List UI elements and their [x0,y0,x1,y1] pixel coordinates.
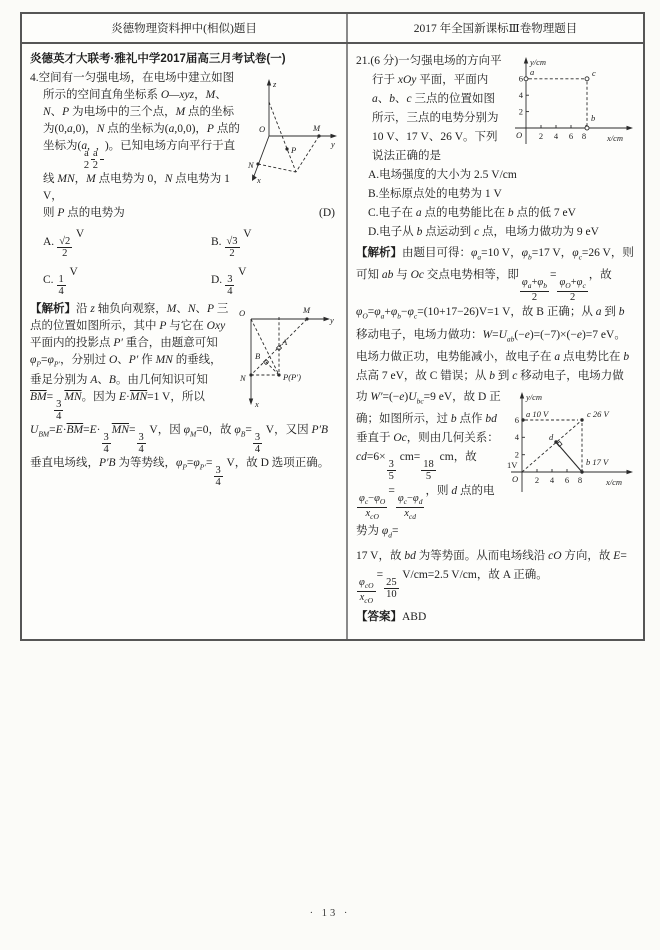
ytick-6: 6 [514,414,519,425]
axis-label-x-cm: x/cm [607,133,624,143]
option-c [43,264,211,297]
origin-label: O [239,308,246,318]
header-2017-exam-questions: 2017 年全国新课标Ⅲ卷物理题目 [413,23,578,35]
xtick-4: 4 [553,131,559,141]
option-d [211,264,339,297]
point-label-m: M [313,123,321,133]
option-c-label: C. [43,274,54,286]
answer-value: ABD [402,610,427,623]
ytick-4: 4 [514,432,519,443]
answer-line [356,608,636,627]
point-label-n: N [248,160,254,170]
ytick-6: 6 [518,73,523,84]
exam-title: 炎德英才大联考·雅礼中学2017届高三月考试卷(一) [30,53,286,65]
option-a-value: $\frac{√2}{2}$ V [59,228,85,259]
axis-label-y-cm: y/cm [526,391,543,402]
option-d-label: D. [211,274,223,286]
xtick-2: 2 [534,474,540,485]
option-b: B.坐标原点处的电势为 1 V [368,188,502,200]
question-21-analysis-part2 [356,388,636,545]
xtick-8: 8 [577,474,583,485]
right-column [348,44,643,639]
point-label-p-prime: P(P′) [283,372,301,382]
axis-label-z: z [273,79,277,89]
axis-label-y: y [331,139,335,149]
figure-projection-view [237,303,339,409]
point-label-b: B [255,351,261,361]
question-4-answer-mark: (D) [319,207,335,219]
point-label-a: a [530,67,535,77]
option-c: C.电子在 a 点的电势能比在 b 点的低 7 eV [368,207,576,219]
option-b-label: B. [211,236,222,248]
table-header-row [22,14,643,44]
axis-label-x: x [257,175,261,184]
option-a-label: A. [43,236,55,248]
ytick-4: 4 [518,90,523,100]
point-label-a-10v: a 10 V [526,408,549,419]
point-label-p: P [291,145,297,155]
question-21-analysis-part3 [356,547,636,606]
figure-abc-points-graph [510,54,636,150]
xtick-4: 4 [549,474,555,485]
axis-label-y-cm: y/cm [530,57,547,67]
origin-label: O [512,473,519,484]
xtick-6: 6 [568,131,574,141]
question-4-options [43,226,339,297]
point-label-n: N [240,373,246,383]
axis-label-x: x [255,399,259,409]
option-a [43,226,211,259]
point-label-c: c [592,68,596,78]
option-c-value: $\frac{1}{4}$ V [58,266,78,297]
ytick-2: 2 [514,449,519,460]
ytick-2: 2 [518,106,523,117]
header-similar-questions: 炎德物理资料押中(相似)题目 [22,14,348,42]
analysis-label: 【解析】 [356,247,402,259]
point-label-b: b [591,113,596,123]
question-4-stem-line [30,205,339,222]
point-label-c-26v: c 26 V [587,408,609,419]
analysis-part3-text: 17 V，故 bd 为等势面。从而电场线沿 cO 方向，故 E= $\frac{\varphi_{cO}}{x_{cO}}$ = $\frac{25}{10}$ V/cm=2.5 V/cm，故 A 正确。 [356,549,627,605]
axis-label-x-cm: x/cm [606,476,623,487]
analysis-part2-text: 功 $W'=(-e)U_{bc}=9$ eV，故 D 正确；如图所示，过 b 点作 bd 垂直于 Oc，则由几何关系：cd=6× $\frac{3}{5}$ cm= $\frac{18}{5}$ cm，故 $\frac{\varphi_c-\varphi_O}{x_{cO}}$ = $\frac{\varphi_c-\varphi_d}{x_{cd}}$ ，则 d 点的电势为 $\varphi_d=$ [356,390,501,540]
point-label-a: A [282,337,288,347]
answer-label: 【答案】 [356,610,402,623]
point-label-d: d [549,431,554,442]
origin-label: O [516,130,523,140]
question-4 [30,70,339,205]
question-4-text: 4.空间有一匀强电场，在电场中建立如图所示的空间直角坐标系 O—xyz，M、N、P 为电场中的三个点，M 点的坐标为(0,a,0)，N 点的坐标为(a,0,0)，P 点的坐标为(a, $\frac{a}{2}$ , $\frac{a}{2}$ )。已知电场方向平行于直线 MN，M 点电势为 0，N 点电势为 1 V， [30,72,240,202]
question-4-analysis [30,301,339,488]
xtick-2: 2 [538,131,544,141]
origin-potential-label: 1V [507,459,518,470]
xtick-8: 8 [581,131,587,141]
question-21-text: 21.(6 分)一匀强电场的方向平行于 xOy 平面，平面内 a、b、c 三点的位置如图所示，三点的电势分别为 10 V、17 V、26 V。下列说法正确的是 [356,55,502,162]
option-a: A.电场强度的大小为 2.5 V/cm [368,169,517,181]
point-label-b-17v: b 17 V [586,456,609,467]
axis-label-y: y [330,315,334,325]
comparison-table [20,12,645,641]
xtick-6: 6 [564,474,570,485]
page-number: · 13 · [309,908,351,919]
option-d-value: $\frac{3}{4}$ V [227,266,247,297]
origin-label: O [259,124,266,134]
option-b [211,226,339,259]
question-4-stem: 则 P 点的电势为 [43,207,125,219]
analysis-label: 【解析】 [30,303,76,315]
figure-3d-coordinate-axes [247,72,339,184]
option-d: D.电子从 b 点运动到 c 点，电场力做功为 9 eV [368,226,599,238]
table-body-row [22,44,643,639]
question-21-analysis-part1 [356,244,636,386]
option-b-value: $\frac{√3}{2}$ V [226,228,252,259]
figure-analysis-graph [506,390,636,498]
question-4-analysis-text: 沿 z 轴负向观察，M、N、P 三点的位置如图所示，其中 P 与它在 Oxy 平面内的投影点 P′ 重合，由题意可知 $\varphi_P=\varphi_{P'}$，分别过 O、P′ 作 MN 的垂线，垂足分别为 A、B。由几何知识可知 $\overline{BM}=$ $\frac{3}{4}$ $\overline{MN}$。因为 $E\cdot\overline{MN}=1$ V，所以 $U_{BM}=E\cdot\overline{BM}=E\cdot$ $\frac{3}{4}$ $\overline{MN}=$ $\frac{3}{4}$ V，因 $\varphi_M=0$，故 $\varphi_B=$ $\frac{3}{4}$ V，又因 P′B 垂直电场线，P′B 为等势线，$\varphi_P=\varphi_{P'}=$ $\frac{3}{4}$ V，故 D 选项正确。 [30,303,330,489]
question-21 [356,52,636,166]
point-label-m: M [303,305,311,315]
analysis-part1-text: 由题目可得：$\varphi_a=10$ V，$\varphi_b=17$ V，$\varphi_c=26$ V，则可知 ab 与 Oc 交点电势相等，即 $\frac{\varphi_a+\varphi_b}{2}$ = $\frac{\varphi_O+\varphi_c}{2}$ ，故 $\varphi_O=\varphi_a+\varphi_b-\varphi_c=(10+17-26)V=1$ V，故 B 正确；从 a 到 b 移动电子，电场力做功：$W=U_{ab}(-e)=(-7)\times(-e)=7$ eV。电场力做正功，电势能减小，故电子在 a 点电势比在 b 点高 7 eV，故 C 错误；从 b 到 c 移动电子，电场力做 [356,247,634,382]
left-column [22,44,348,639]
